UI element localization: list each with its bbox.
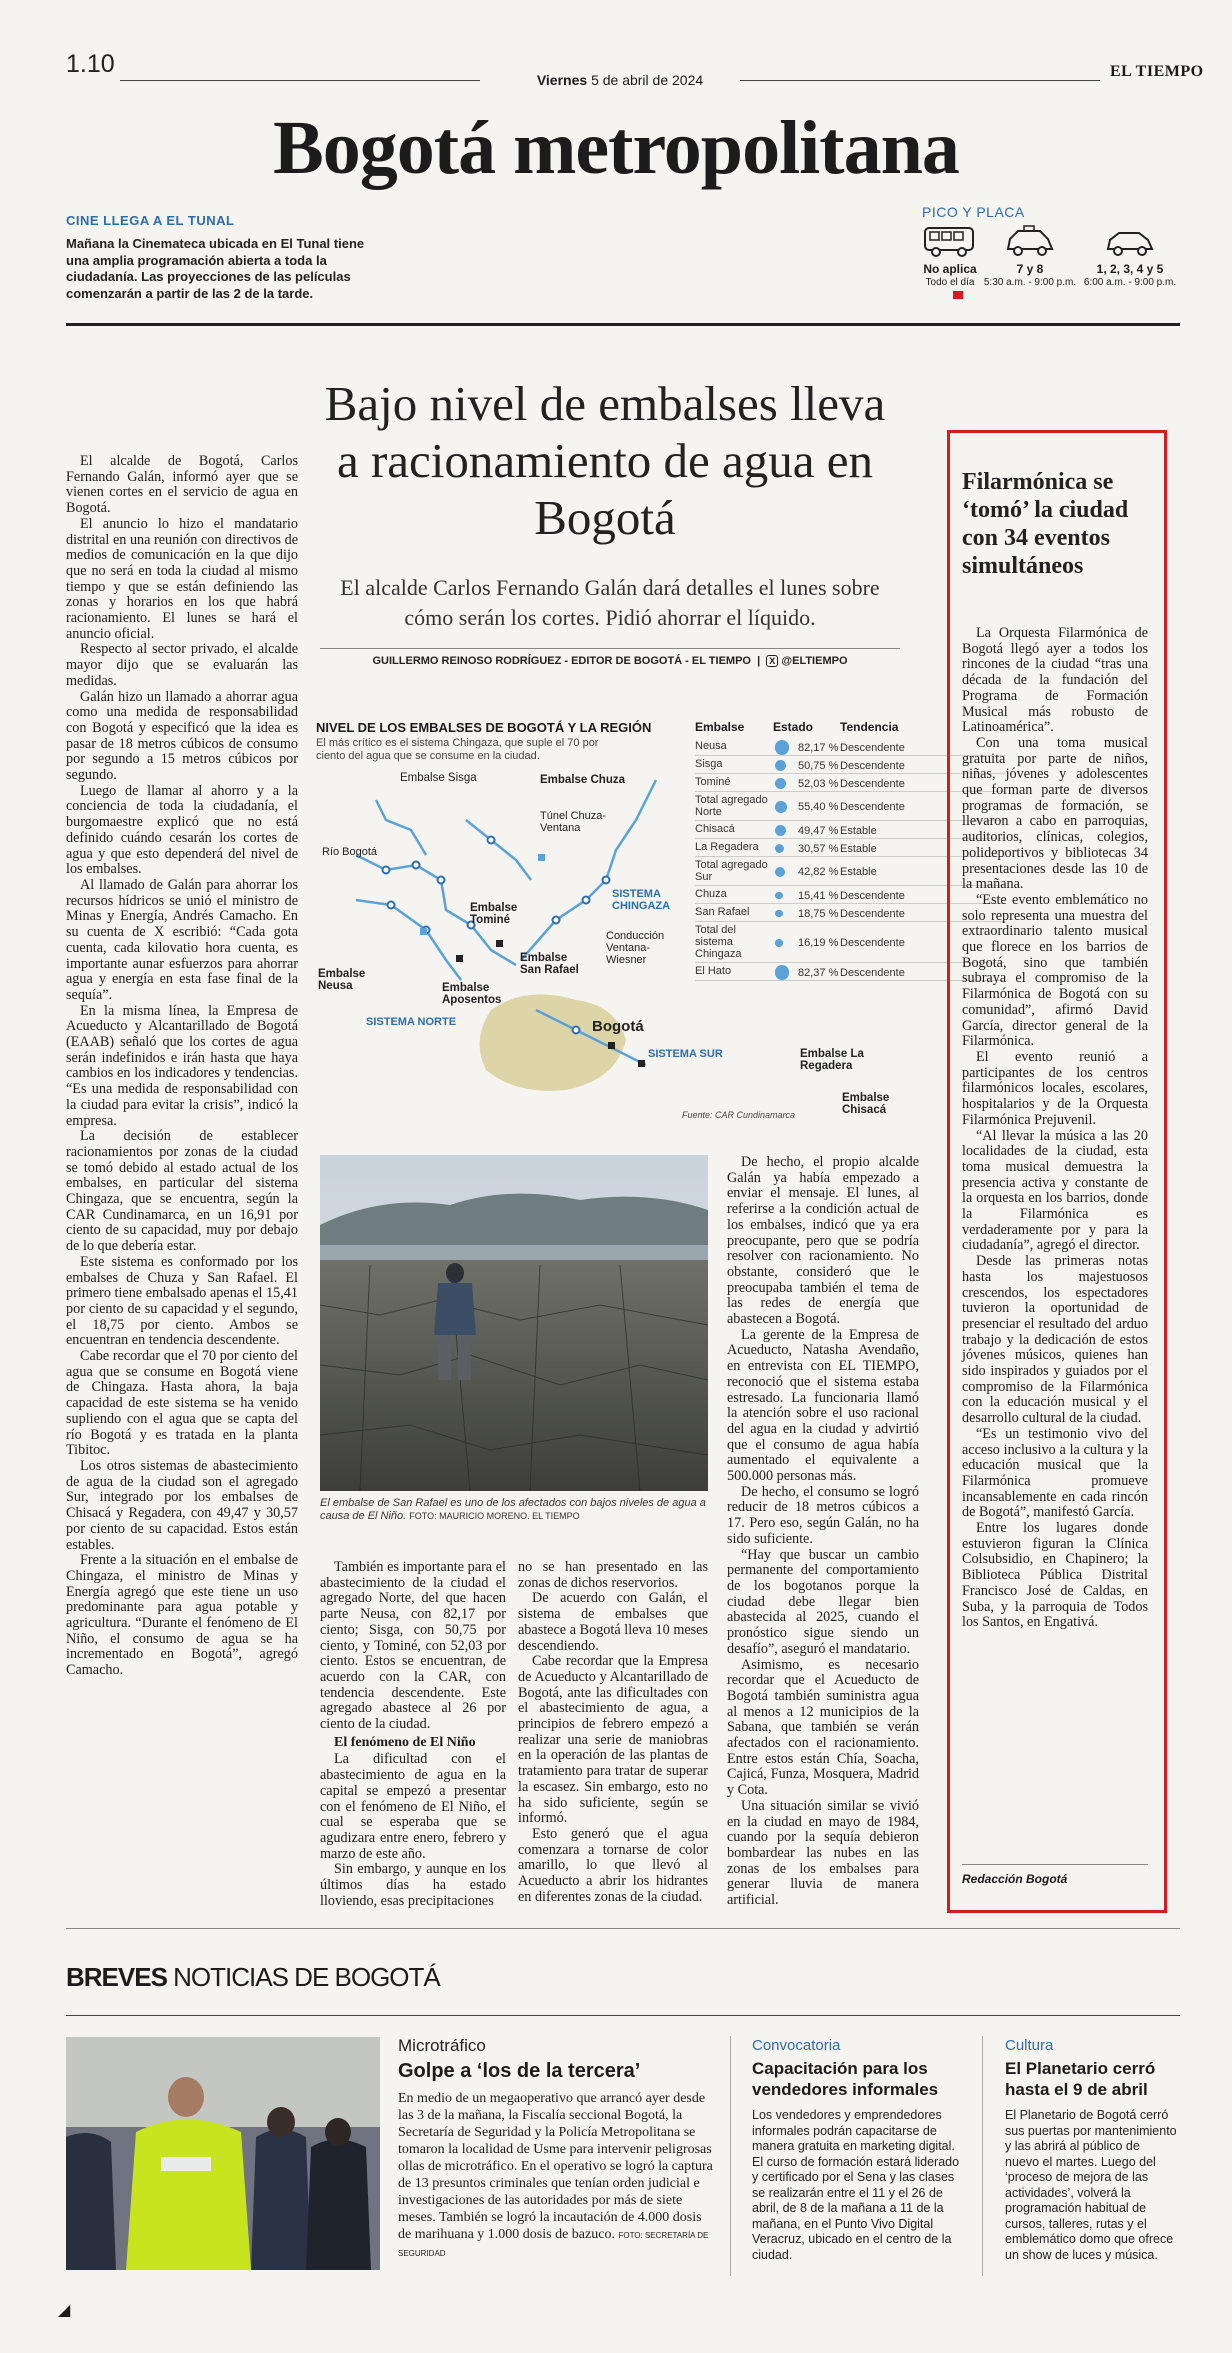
table-header-tendencia: Tendencia — [840, 720, 899, 734]
level-value: 50,75 % — [798, 759, 839, 772]
level-dot — [775, 778, 786, 789]
paragraph: De hecho, el propio alcalde Galán ya había empezado a enviar el mensaje. El lunes, al referirse a la condición actual de los embalses, indicó que ya era preocupante, pero que se podría resolver con racionamiento. No obstante, consideró que le preocupaba también el tema de las redes de energía que abastecen a Bogotá. — [727, 1154, 919, 1328]
reservoir-name: San Rafael — [695, 906, 750, 918]
label-regadera: Embalse La Regadera — [800, 1048, 864, 1072]
graphic-source: Fuente: CAR Cundinamarca — [682, 1110, 796, 1120]
level-dot — [775, 740, 789, 754]
label-chisaca: Embalse Chisacá — [842, 1092, 890, 1116]
reservoir-name: Chuza — [695, 888, 727, 900]
label-tomine: Embalse Tominé — [470, 902, 518, 926]
graphic-subtitle: El más crítico es el sistema Chingaza, que suple el 70 por ciento del agua que se consume en la ciudad. — [316, 737, 599, 762]
level-value: 55,40 % — [798, 801, 839, 813]
trend-value: Estable — [840, 842, 877, 855]
dateline — [360, 72, 880, 88]
pico-placa-taxi-label: 7 y 8 — [1016, 262, 1044, 276]
paragraph: También es importante para el abastecimiento de la ciudad el agregado Norte, del que hacen parte Neusa, con 82,17 por ciento; Sisga, con 50,75 por ciento, y Tominé, con 52,03 por ciento. Estos se encuentran, de acuerdo con la CAR, con tendencia descendente. Este agregado abastece al 26 por ciento de la ciudad. — [320, 1559, 506, 1733]
article-title: Bajo nivel de embalses lleva a racionamiento de agua en Bogotá — [324, 376, 886, 545]
paragraph: De hecho, el consumo se logró reducir de 18 metros cúbicos a 17. Pero eso, según Galán, no ha sido suficiente. — [727, 1483, 919, 1547]
paragraph: “Es un testimonio vivo del acceso inclusivo a la cultura y la educación musical que la Filarmónica promueve incansablemente en cada rincón de Bogotá”, manifestó García. — [962, 1425, 1148, 1521]
paragraph: Respecto al sector privado, el alcalde mayor dijo que se evaluarán las medidas. — [66, 641, 298, 689]
level-value: 82,37 % — [798, 966, 839, 979]
level-value: 18,75 % — [798, 907, 839, 920]
label-bogota: Bogotá — [592, 1018, 644, 1035]
paragraph: Los otros sistemas de abastecimiento de agua de la ciudad son el agregado Sur, integrado por los embalses de Chisacá y Regadera, con 49,47 y 30,57 por ciento de su capacidad. Estos están estables. — [66, 1458, 298, 1553]
footer-rule — [66, 1928, 1180, 1929]
paragraph: Cabe recordar que el 70 por ciento del agua que se consume en Bogotá viene de Chingaza. Hasta ahora, la baja capacidad de este sistema se ha venido supliendo con el agua que se capta del río Bogotá y es tratada en la planta Tibitoc. — [66, 1348, 298, 1459]
article-col-2 — [320, 1560, 506, 1909]
paragraph: De acuerdo con Galán, el sistema de embalses que abastece a Bogotá lleva 10 meses descendiendo. — [518, 1590, 708, 1654]
paragraph: Cabe recordar que la Empresa de Acueducto y Alcantarillado de Bogotá, ante las dificultades con el abastecimiento de agua, a principios de febrero empezó a realizar una serie de maniobras en la operación de las plantas de tratamiento para tratar de superar la escasez. Sin embargo, esto no ha sido suficiente, según se informó. — [518, 1653, 708, 1827]
paragraph: En la misma línea, la Empresa de Acueducto y Alcantarillado de Bogotá (EAAB) señaló que los cortes de agua serán indefinidos e irán hasta que haya cambios en los indicadores y tendencias. “Es una medida de responsabilidad con la ciudad para evitar la crisis”, indicó la empresa. — [66, 1002, 298, 1129]
level-dot — [775, 825, 786, 836]
reservoir-name: Neusa — [695, 740, 727, 752]
paragraph: Este sistema es conformado por los embalses de Chuza y San Rafael. El primero tiene embalsado apenas el 15,41 por ciento de su capacidad y el segundo, el 18,75 por ciento. Ambos se encuentran en tendencia descendente. — [66, 1253, 298, 1349]
reservoir-photo — [320, 1155, 708, 1491]
article-col-1 — [66, 454, 298, 1679]
pico-placa-bus-label: No aplica — [923, 262, 977, 276]
trend-value: Descendente — [840, 801, 905, 813]
paragraph: La decisión de establecer racionamientos por zonas de la ciudad se tomó debido al estado actual de los embalses, en particular del sistema Chingaza, que se encuentra, según la CAR Cundinamarca, en un 16,91 por ciento de su capacidad, muy por debajo de lo que debería estar. — [66, 1128, 298, 1255]
reservoir-name: Total agregado Norte — [695, 794, 768, 818]
level-dot — [775, 892, 783, 900]
label-aposentos: Embalse Aposentos — [442, 982, 502, 1006]
paragraph: Sin embargo, y aunque en los últimos días ha estado lloviendo, esas precipitaciones — [320, 1861, 506, 1909]
bogota-urban-area — [480, 994, 626, 1090]
label-sur: SISTEMA SUR — [648, 1048, 723, 1060]
trend-value: Descendente — [840, 741, 905, 754]
page-corner-mark: ◢ — [58, 2302, 71, 2319]
pico-placa-taxi-sub: 5:30 a.m. - 9:00 p.m. — [983, 277, 1077, 288]
level-value: 15,41 % — [798, 889, 839, 902]
byline-handle: @ELTIEMPO — [781, 655, 848, 667]
label-norte: SISTEMA NORTE — [366, 1016, 457, 1028]
pico-placa-car-label: 1, 2, 3, 4 y 5 — [1096, 262, 1164, 276]
trend-value: Descendente — [840, 966, 905, 979]
paragraph: La gerente de la Empresa de Acueducto, Natasha Avendaño, en entrevista con EL TIEMPO, reconoció que el sistema estaba estresado. La funcionaria llamó la atención sobre el uso racional del agua en la ciudad y advirtió que el consumo de agua había aumentado el equivalente a 500.000 personas más. — [727, 1326, 919, 1485]
caption-text: El embalse de San Rafael es uno de los afectados con bajos niveles de agua a causa de El Niño. — [320, 1497, 706, 1522]
label-neusa: Embalse Neusa — [318, 968, 366, 992]
level-value: 82,17 % — [798, 741, 839, 754]
reservoir-name: La Regadera — [695, 841, 759, 853]
trend-value: Descendente — [840, 777, 905, 790]
trend-value: Descendente — [840, 759, 905, 772]
paragraph: no se han presentado en las zonas de dichos reservorios. — [518, 1559, 708, 1591]
level-dot — [775, 910, 783, 918]
photo-caption — [320, 1497, 710, 1523]
brief-1-title: Golpe a ‘los de la tercera’ — [398, 2060, 641, 2082]
paragraph: Al llamado de Galán para ahorrar los recursos hídricos se unió el ministro de Minas y Energía, Andrés Camacho. En su cuenta de X escribió: “Cada gota cuenta, cada kilovatio hora cuenta, es importante aunar esfuerzos para ahorrar agua y energía en esta fase final de la sequía”. — [66, 876, 298, 1003]
article-col-4 — [727, 1155, 919, 1909]
brief-1-body — [398, 2090, 714, 2262]
level-value: 30,57 % — [798, 842, 839, 855]
subhead: El fenómeno de El Niño — [334, 1734, 476, 1750]
x-icon: X — [766, 655, 778, 667]
brief-2-body: Los vendedores y emprendedores informales podrán capacitarse de manera gratuita en marketing digital. El curso de formación estará liderado y certificado por el Sena y las clases se realizarán entre el 11 y el 26 de abril, de 8 de la mañana a 11 de la mañana, en el Punto Vivo Digital Veracruz, ubicado en el centro de la ciudad. — [752, 2108, 960, 2262]
brief-1-text: En medio de un megaoperativo que arrancó ayer desde las 3 de la mañana, la Fiscalía seccional Bogotá, la Secretaría de Seguridad y la Policía Metropolitana se tomaron la localidad de Usme para intervenir peligrosas ollas de microtráfico. En el operativo se logró la captura de 13 presuntos criminales que tenían orden judicial e investigaciones de las autoridades por más de siete meses. También se logró la incautación de 4.000 dosis de marihuana y 1.000 dosis de bazuco. — [398, 2091, 713, 2242]
paragraph: La Orquesta Filarmónica de Bogotá llegó ayer a todos los rincones de la ciudad “tras una década de la fundación del Programa de Formación Musical más robusto de Latinoamérica”. — [962, 625, 1148, 736]
breves-divider-1 — [730, 2036, 731, 2276]
brief-3-body: El Planetario de Bogotá cerró sus puertas por mantenimiento y las abrirá al público de nuevo el martes. Luego del ‘proceso de mejora de las actividades’, volverá la programación habitual de cursos, talleres, rutas y el emblemático domo que ofrece un show de luces y música. — [1005, 2108, 1177, 2262]
level-dot — [775, 801, 787, 813]
paragraph: Asimismo, es necesario recordar que el Acueducto de Bogotá también suministra agua al menos a 12 municipios de la Sabana, que también se verán afectados con el racionamiento. Entre estos están Chía, Soacha, Cajicá, Funza, Mosquera, Madrid y Cota. — [727, 1656, 919, 1799]
trend-value: Descendente — [840, 889, 905, 902]
label-rio: Río Bogotá — [322, 846, 378, 858]
reservoir-name: Chisacá — [695, 823, 735, 835]
breves-photo — [66, 2037, 380, 2270]
brief-1-credit: FOTO: SECRETARÍA DE SEGURIDAD — [398, 2231, 709, 2258]
paragraph: El evento reunió a participantes de los centros filarmónicos locales, escolares, hospitalarios y de la Orquesta Filarmónica Prejuvenil. — [962, 1048, 1148, 1128]
level-value: 16,19 % — [798, 937, 839, 949]
paragraph: Luego de llamar al ahorro y a la conciencia de toda la ciudadanía, el burgomaestre explicó que no está definido cuándo cesarán los cortes de agua y que esto dependerá del nivel de los embalses. — [66, 782, 298, 878]
section-title: Bogotá metropolitana — [273, 106, 959, 190]
sidebar-body — [962, 626, 1148, 1631]
article-deck: El alcalde Carlos Fernando Galán dará detalles el lunes sobre cómo serán los cortes. Pidió ahorrar el líquido. — [340, 575, 880, 630]
brand-logo: EL TIEMPO — [1110, 63, 1204, 80]
level-dot — [775, 867, 785, 877]
trend-value: Estable — [840, 866, 877, 878]
label-sisga: Embalse Sisga — [400, 772, 477, 784]
trend-value: Estable — [840, 824, 877, 837]
reservoir-name: Sisga — [695, 758, 723, 770]
label-sanrafael: Embalse San Rafael — [520, 952, 579, 976]
level-dot — [775, 965, 789, 979]
pico-placa-bus-sub: Todo el día — [925, 277, 975, 288]
level-dot — [775, 844, 784, 853]
paragraph: Con una toma musical gratuita por parte de niños, niñas, jóvenes y adolescentes que forman parte de diversos programas de formación, se llevaron a cabo en parroquias, auditorios, clínicas, colegios, polideportivos y bibliotecas 34 presentaciones desde las 10 de la mañana. — [962, 734, 1148, 893]
brief-2-kicker: Convocatoria — [752, 2037, 841, 2054]
paragraph: El anuncio lo hizo el mandatario distrital en una reunión con directivos de medios de comunicación en la que dijo que no será en toda la ciudad al mismo tiempo y que se están definiendo las zonas y horarios en los que habrá racionamiento. El lunes se hará el anuncio oficial. — [66, 515, 298, 642]
graphic-title: NIVEL DE LOS EMBALSES DE BOGOTÁ Y LA REGIÓN — [316, 720, 652, 735]
pico-placa-title: PICO Y PLACA — [922, 204, 1025, 220]
pico-placa-marker — [953, 291, 963, 299]
table-header-estado: Estado — [773, 720, 814, 734]
level-dot — [775, 760, 786, 771]
byline: GUILLERMO REINOSO RODRÍGUEZ - EDITOR DE BOGOTÁ - EL TIEMPO | X @ELTIEMPO — [372, 655, 848, 667]
sidebar-title: Filarmónica se ‘tomó’ la ciudad con 34 eventos simultáneos — [962, 469, 1129, 579]
breves-label — [66, 1962, 440, 1993]
sidebar-signature: Redacción Bogotá — [962, 1872, 1068, 1886]
reservoir-name: El Hato — [695, 965, 732, 977]
reservoir-name: Tominé — [695, 776, 731, 788]
brief-3-title: El Planetario cerró hasta el 9 de abril — [1005, 2059, 1156, 2099]
trend-value: Descendente — [840, 937, 905, 949]
level-value: 52,03 % — [798, 777, 839, 790]
trend-value: Descendente — [840, 907, 905, 920]
label-chuza: Embalse Chuza — [540, 774, 625, 786]
chingaza-square — [538, 854, 545, 861]
promo-text: Mañana la Cinemateca ubicada en El Tunal tiene una amplia programación abierta a toda la ciudadanía. Las proyecciones de las películas comenzarán a partir de las 2 de la tarde. — [66, 236, 365, 301]
date-rest: 5 de abril de 2024 — [591, 72, 704, 88]
level-value: 42,82 % — [798, 866, 839, 878]
table-header-embalse: Embalse — [695, 720, 745, 734]
paragraph: “Este evento emblemático no solo representa una muestra del extraordinario talento musical que florece en los barrios de Bogotá, sino que también subraya el compromiso de la Filarmónica de Bogotá con su comunidad”, afirmó David García, director general de la Filarmónica. — [962, 891, 1148, 1050]
date-day: Viernes — [536, 72, 588, 88]
car-icon — [1102, 225, 1158, 259]
page-number: 1.10 — [66, 50, 115, 78]
brief-2-title: Capacitación para los vendedores informales — [752, 2059, 939, 2099]
paragraph: “Hay que buscar un cambio permanente del comportamiento de los bogotanos porque la ciudad debe llegar bien abastecida al 2025, cuando el pronóstico sigue siendo un desafío”, aseguró el mandatario. — [727, 1546, 919, 1657]
paragraph: Frente a la situación en el embalse de Chingaza, el ministro de Minas y Energía agregó que este tiene un uso predominante para agua potable y agricultura. “Durante el fenómeno de El Niño, el consumo de agua se ha incrementado en Bogotá”, agregó Camacho. — [66, 1552, 298, 1679]
breves-rest: NOTICIAS DE BOGOTÁ — [173, 1962, 440, 1992]
breves-bold: BREVES — [66, 1962, 167, 1992]
breves-divider-2 — [982, 2036, 983, 2276]
label-tunel: Túnel Chuza-Ventana — [540, 810, 607, 834]
norte-square — [420, 928, 427, 935]
paragraph: “Al llevar la música a las 20 localidades de la ciudad, esta toma musical demuestra la presencia activa y constante de la orquesta en los barrios, donde la Filarmónica es verdaderamente por y para la ciudadanía”, agregó el director. — [962, 1127, 1148, 1254]
paragraph: Desde las primeras notas hasta los majestuosos crescendos, los espectadores tuvieron la oportunidad de presenciar el resultado del arduo trabajo y la dedicación de estos jóvenes músicos, quienes han sido inspirados y guiados por el compromiso de la Filarmónica con la educación musical y el desarrollo cultural de la ciudad. — [962, 1253, 1148, 1427]
paragraph: El alcalde de Bogotá, Carlos Fernando Galán, informó ayer que se vienen cortes en el servicio de agua en Bogotá. — [66, 453, 298, 517]
paragraph: La dificultad con el abastecimiento de agua en la capital se empezó a presentar con el fenómeno de El Niño, el cual se esperaba que se agudizara entre enero, febrero y marzo de este año. — [320, 1751, 506, 1862]
breves-rule — [66, 2015, 1180, 2016]
pico-placa-car — [1060, 225, 1200, 290]
paragraph: Esto generó que el agua comenzara a tornarse de color amarillo, lo que llevó al Acueducto a abrir los hidrantes en diferentes zonas de la ciudad. — [518, 1825, 708, 1905]
level-dot — [775, 939, 783, 947]
brief-1-kicker: Microtráfico — [398, 2036, 486, 2055]
taxi-icon — [1002, 225, 1058, 259]
paragraph: Una situación similar se vivió en la ciudad en mayo de 1984, cuando por la sequía debieron bombardear las nubes en las zonas de los embalses para generar lluvia de manera artificial. — [727, 1797, 919, 1909]
sidebar-sig-rule — [962, 1864, 1148, 1865]
paragraph: Entre los lugares donde estuvieron figuran la Clínica Colsubsidio, en Chapinero; la Biblioteca Pública Distrital Francisco José de Caldas, en Suba, y la parroquia de Todos los Santos, en Engativá. — [962, 1520, 1148, 1631]
promo-kicker: CINE LLEGA A EL TUNAL — [66, 213, 235, 228]
caption-credit: FOTO: MAURICIO MORENO. EL TIEMPO — [409, 1511, 580, 1521]
label-conduccion: Conducción Ventana-Wiesner — [606, 930, 665, 966]
label-chingaza: SISTEMA CHINGAZA — [612, 888, 671, 912]
paragraph: Galán hizo un llamado a ahorrar agua como una medida de responsabilidad con Bogotá y especificó que la idea es pasar de 18 metros cúbicos de consumo por segundo a 15 metros cúbicos por segundo. — [66, 688, 298, 784]
pico-placa-car-sub: 6:00 a.m. - 9:00 p.m. — [1083, 277, 1177, 288]
reservoir-name: Total del sistema Chingaza — [695, 924, 742, 960]
article-col-3 — [518, 1560, 708, 1905]
reservoir-name: Total agregado Sur — [695, 859, 768, 883]
header-divider — [66, 323, 1180, 326]
brief-3-kicker: Cultura — [1005, 2037, 1054, 2054]
byline-rule — [320, 648, 900, 649]
byline-author: GUILLERMO REINOSO RODRÍGUEZ - EDITOR DE BOGOTÁ - EL TIEMPO — [372, 655, 751, 667]
level-value: 49,47 % — [798, 824, 839, 837]
